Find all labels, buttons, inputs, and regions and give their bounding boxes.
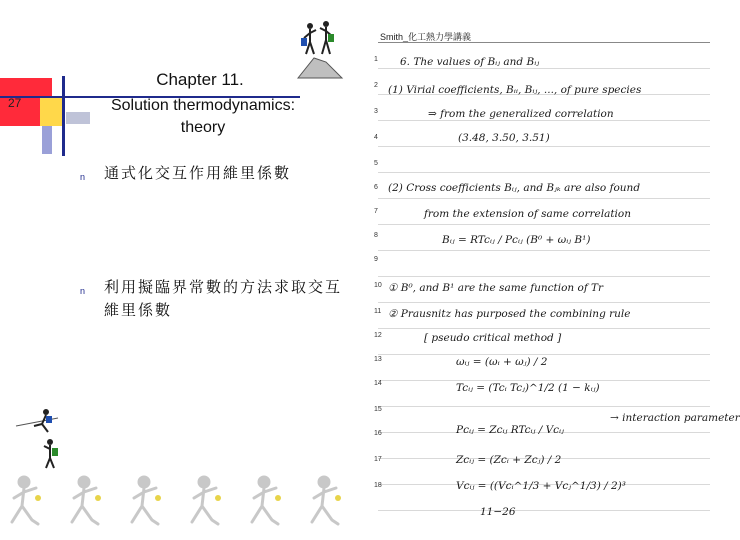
line-number: 1 — [374, 56, 378, 63]
line-number: 5 — [374, 160, 378, 167]
bullet-marker: n — [80, 172, 86, 182]
note-line: from the extension of same correlation — [424, 208, 631, 220]
note-line: (2) Cross coefficients Bᵢⱼ, and Bⱼₖ are also found — [388, 182, 641, 194]
handwritten-notes-page — [370, 22, 740, 532]
slide-number: 27 — [8, 96, 22, 110]
slide-title-line1: Chapter 11. — [156, 70, 244, 89]
line-number: 10 — [374, 282, 382, 289]
line-number: 13 — [374, 356, 382, 363]
corner-yellow-block — [40, 98, 62, 126]
corner-gray-block — [66, 112, 90, 124]
note-line: (3.48, 3.50, 3.51) — [458, 132, 550, 144]
bullet-marker: n — [80, 286, 86, 296]
note-equation: Pcᵢⱼ = Zcᵢⱼ RTcᵢⱼ / Vcᵢⱼ — [456, 424, 564, 436]
note-line: ② Prausnitz has purposed the combining rule — [388, 308, 631, 320]
line-number: 15 — [374, 406, 382, 413]
line-number: 14 — [374, 380, 382, 387]
note-equation: Tcᵢⱼ = (Tcᵢ Tcⱼ)^1/2 (1 − kᵢⱼ) — [456, 382, 600, 394]
note-line: ⇒ from the generalized correlation — [428, 108, 614, 120]
notes-header-rule — [378, 42, 710, 43]
line-number: 17 — [374, 456, 382, 463]
note-equation: Zcᵢⱼ = (Zcᵢ + Zcⱼ) / 2 — [456, 454, 562, 466]
line-number: 7 — [374, 208, 378, 215]
note-line: [ pseudo critical method ] — [424, 332, 562, 344]
note-equation: Bᵢⱼ = RTcᵢⱼ / Pcᵢⱼ (B⁰ + ωᵢⱼ B¹) — [442, 234, 591, 246]
line-number: 4 — [374, 134, 378, 141]
note-line: (1) Virial coefficients, Bᵢᵢ, Bᵢⱼ, ..., of pure species — [388, 84, 642, 96]
line-number: 16 — [374, 430, 382, 437]
corner-vertical-line — [62, 76, 65, 156]
note-heading: 6. The values of Bᵢⱼ and Bᵢⱼ — [400, 56, 540, 68]
line-number: 2 — [374, 82, 378, 89]
running-figures-row-icon — [0, 472, 370, 538]
bullet-text-pseudocritical: 利用擬臨界常數的方法求取交互維里係數 — [104, 278, 343, 319]
corner-blue-block — [42, 126, 52, 154]
note-equation: Vcᵢⱼ = ((Vcᵢ^1/3 + Vcⱼ^1/3) / 2)³ — [456, 480, 626, 492]
line-number: 8 — [374, 232, 378, 239]
climber-figures-icon — [12, 406, 62, 472]
note-equation-reference: 11−26 — [480, 506, 516, 518]
line-number: 3 — [374, 108, 378, 115]
note-line: ① B⁰, and B¹ are the same function of Tr — [388, 282, 604, 294]
line-number: 11 — [374, 308, 382, 315]
line-number: 6 — [374, 184, 378, 191]
line-number: 9 — [374, 256, 378, 263]
bullet-text-generalized-virial: 通式化交互作用維里係數 — [104, 164, 292, 182]
note-equation: ωᵢⱼ = (ωᵢ + ωⱼ) / 2 — [456, 356, 548, 368]
climbers-on-peak-icon — [296, 18, 344, 80]
notes-header: Smith_化工熱力學講義 — [380, 32, 472, 42]
slide-title-line2: Solution thermodynamics: theory — [110, 97, 296, 136]
line-number: 18 — [374, 482, 382, 489]
note-annotation: → interaction parameter — [610, 412, 740, 424]
line-number: 12 — [374, 332, 382, 339]
